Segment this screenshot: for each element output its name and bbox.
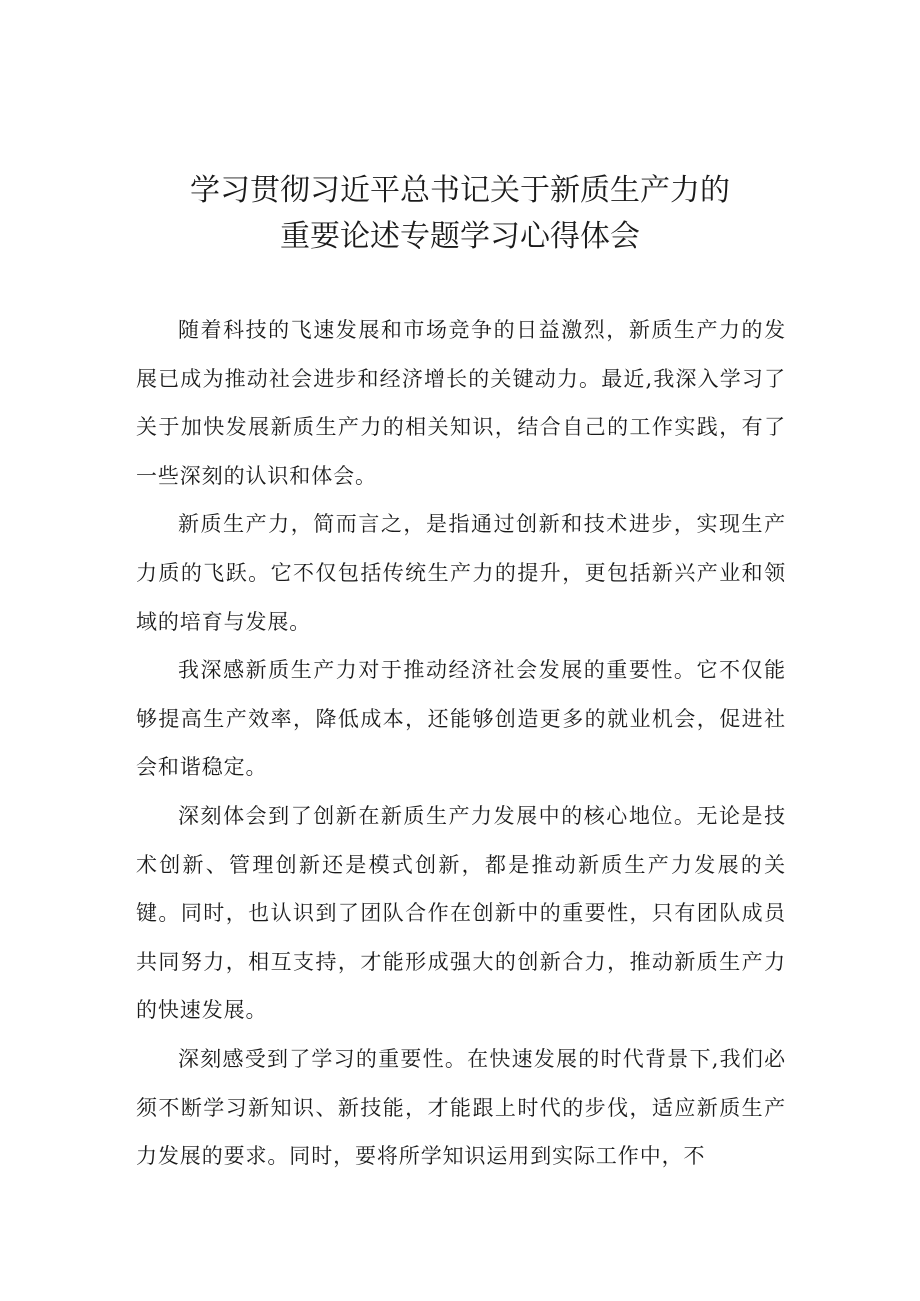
paragraph-5: 深刻感受到了学习的重要性。在快速发展的时代背景下,我们必须不断学习新知识、新技能，才能跟上时代的步伐，适应新质生产力发展的要求。同时，要将所学知识运用到实际工作中，不 bbox=[136, 1046, 786, 1169]
document-body bbox=[136, 306, 786, 1181]
paragraph-4: 深刻体会到了创新在新质生产力发展中的核心地位。无论是技术创新、管理创新还是模式创新，都是推动新质生产力发展的关键。同时，也认识到了团队合作在创新中的重要性，只有团队成员共同努力，相互支持，才能形成强大的创新合力，推动新质生产力的快速发展。 bbox=[136, 803, 786, 1023]
paragraph-2: 新质生产力，简而言之，是指通过创新和技术进步，实现生产力质的飞跃。它不仅包括传统生产力的提升，更包括新兴产业和领域的培育与发展。 bbox=[136, 512, 786, 634]
paragraph-3: 我深感新质生产力对于推动经济社会发展的重要性。它不仅能够提高生产效率，降低成本，还能够创造更多的就业机会，促进社会和谐稳定。 bbox=[136, 658, 786, 780]
paragraph-1: 随着科技的飞速发展和市场竞争的日益激烈，新质生产力的发展已成为推动社会进步和经济增长的关键动力。最近,我深入学习了关于加快发展新质生产力的相关知识，结合自己的工作实践，有了一些深刻的认识和体会。 bbox=[136, 318, 786, 488]
document-title bbox=[0, 168, 920, 260]
title-line-2: 重要论述专题学习心得体会 bbox=[280, 219, 640, 254]
title-line-1: 学习贯彻习近平总书记关于新质生产力的 bbox=[190, 173, 730, 208]
